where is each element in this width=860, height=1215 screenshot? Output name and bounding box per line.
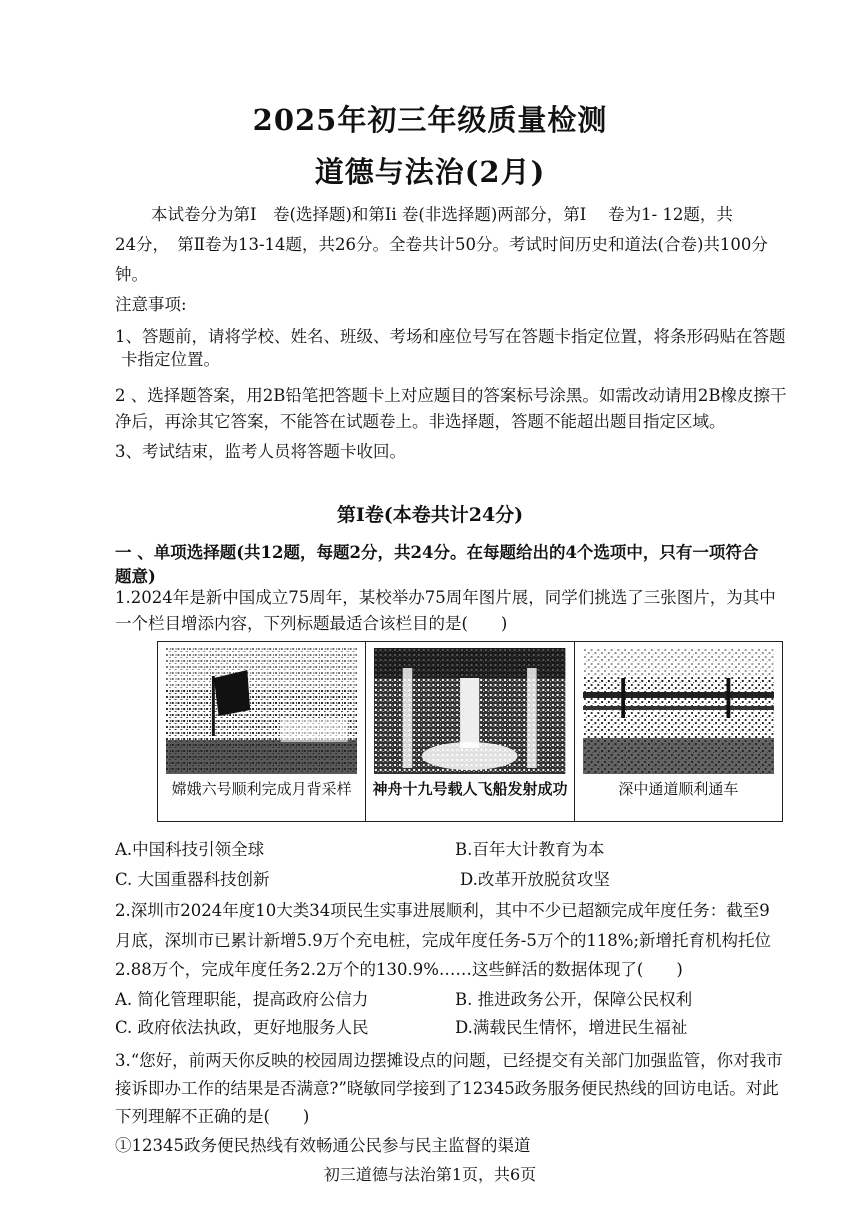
note-1-line-1: 1、答题前，请将学校、姓名、班级、考场和座位号写在答题卡指定位置，将条形码贴在答题 <box>115 327 786 346</box>
exam-subtitle: 道德与法治(2月) <box>314 155 546 189</box>
q1-option-c: C. 大国重器科技创新 <box>115 870 270 889</box>
q1-option-b: B.百年大计教育为本 <box>455 840 605 859</box>
intro-line-3: 钟。 <box>115 265 148 284</box>
q1-caption-2: 神舟十九号载人飞船发射成功 <box>372 780 568 798</box>
q1-image-cell-1 <box>158 642 366 821</box>
q3-item-1: ①12345政务便民热线有效畅通公民参与民主监督的渠道 <box>115 1136 531 1155</box>
q1-caption-3: 深中通道顺利通车 <box>618 780 739 798</box>
intro-line-1: 本试卷分为第I 卷(选择题)和第Ii 卷(非选择题)两部分，第I 卷为1- 12题，共 <box>151 205 733 224</box>
note-2-line-1: 2 、选择题答案，用2B铅笔把答题卡上对应题目的答案标号涂黑。如需改动请用2B橡皮擦干 <box>115 386 787 405</box>
q1-image-cell-3 <box>575 642 782 821</box>
part-1-line-1: 一 、单项选择题(共12题，每题2分，共24分。在每题给出的4个选项中，只有一项符合 <box>115 543 759 562</box>
photo-shenzhou-launch <box>374 648 565 774</box>
page-footer: 初三道德与法治第1页，共6页 <box>323 1165 537 1184</box>
q1-image-cell-2 <box>366 642 574 821</box>
q1-option-d: D.改革开放脱贫攻坚 <box>460 870 610 889</box>
note-1-line-2: 卡指定位置。 <box>121 350 220 369</box>
notes-heading: 注意事项: <box>115 295 187 314</box>
q1-caption-1: 嫦娥六号顺利完成月背采样 <box>171 780 352 798</box>
note-3: 3、考试结束，监考人员将答题卡收回。 <box>115 442 406 461</box>
photo-shenzhong-link <box>583 648 774 774</box>
q3-line-3: 下列理解不正确的是( ) <box>115 1107 310 1126</box>
note-2-line-2: 净后，再涂其它答案，不能答在试题卷上。非选择题，答题不能超出题目指定区域。 <box>115 412 726 431</box>
exam-title: 2025年初三年级质量检测 <box>252 103 608 137</box>
q2-line-1: 2.深圳市2024年度10大类34项民生实事进展顺利，其中不少已超额完成年度任务：截至9 <box>115 901 770 920</box>
section-1-heading: 第I卷(本卷共计24分) <box>336 504 524 526</box>
photo-lunar-sampling <box>166 648 357 774</box>
q1-option-a: A.中国科技引领全球 <box>115 840 265 859</box>
q3-line-1: 3.“您好，前两天你反映的校园周边摆摊设点的问题，已经提交有关部门加强监管，你对我市 <box>115 1051 783 1070</box>
q2-line-3: 2.88万个，完成年度任务2.2万个的130.9%……这些鲜活的数据体现了( ) <box>115 960 683 979</box>
q2-option-a: A. 简化管理职能，提高政府公信力 <box>115 990 369 1009</box>
q2-option-d: D.满载民生情怀，增进民生福祉 <box>455 1018 688 1037</box>
q2-option-c: C. 政府依法执政，更好地服务人民 <box>115 1018 369 1037</box>
q1-line-2: 一个栏目增添内容，下列标题最适合该栏目的是( ) <box>115 614 508 633</box>
q1-line-1: 1.2024年是新中国成立75周年，某校举办75周年图片展，同学们挑选了三张图片，为其中 <box>115 588 776 607</box>
q2-option-b: B. 推进政务公开，保障公民权利 <box>455 990 693 1009</box>
part-1-line-2: 题意) <box>115 567 156 586</box>
q1-image-table <box>157 641 783 822</box>
q3-line-2: 接诉即办工作的结果是否满意?”晓敏同学接到了12345政务服务便民热线的回访电话。对此 <box>115 1079 779 1098</box>
q2-line-2: 月底，深圳市已累计新增5.9万个充电桩，完成年度任务-5万个的118%;新增托育机构托位 <box>115 931 772 950</box>
intro-line-2: 24分， 第Ⅱ卷为13-14题，共26分。全卷共计50分。考试时间历史和道法(合卷)共100分 <box>115 235 768 254</box>
